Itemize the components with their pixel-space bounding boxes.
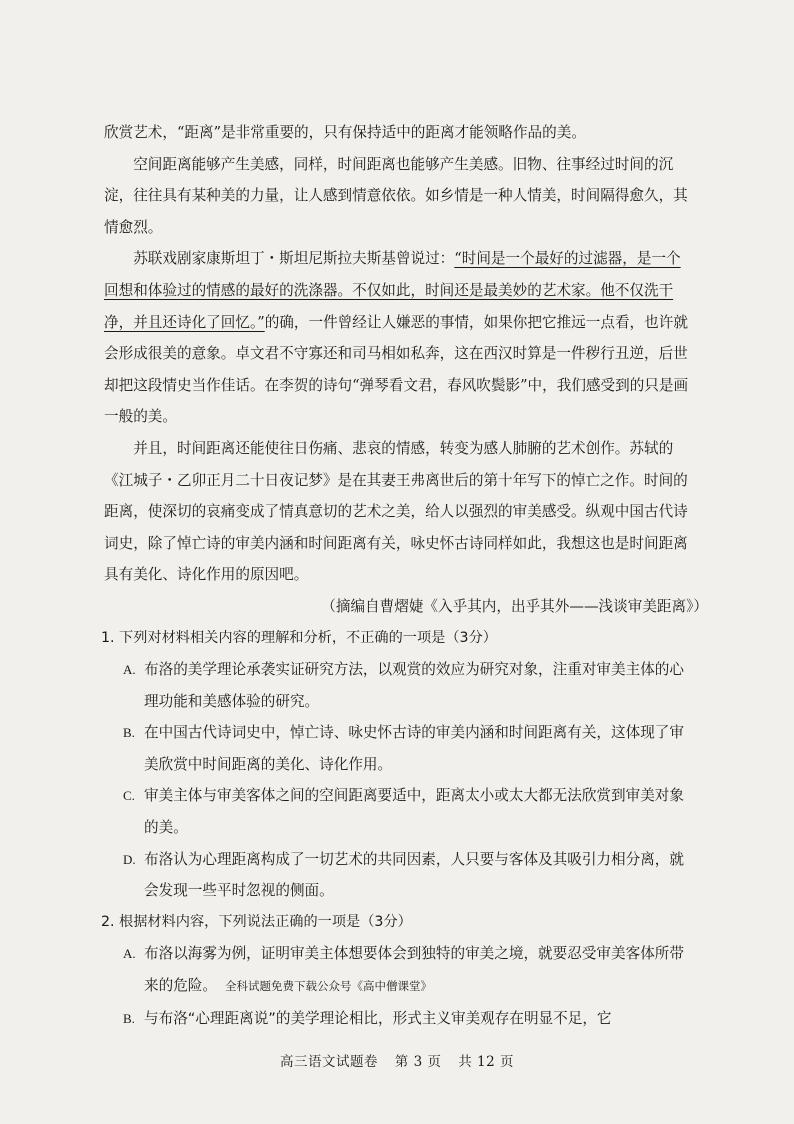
passage-paragraph-3-end: 的确，一件曾经让人嫌恶的事情，如果你把它推远一点看，也许就会形成很美的意象。卓文君不守寡还和司马相如私奔，这在西汉时算是一件秽行丑逆，后世却把这段情史当作佳话。在李贺的诗句“弹琴看文君，春风吹鬓影”中，我们感受到的只是画一般的美。 <box>104 313 689 426</box>
question-2-stem: 2. 根据材料内容，下列说法正确的一项是（3分） <box>101 913 412 930</box>
option-text: 布洛的美学理论承袭实证研究方法，以观赏的效应为研究对象，注重对审美主体的心理功能和美感体验的研究。 <box>144 661 684 710</box>
option-letter: D. <box>123 851 136 867</box>
question-2-option-a <box>101 938 690 1002</box>
passage-paragraph-1: 欣赏艺术，“距离”是非常重要的，只有保持适中的距离才能领略作品的美。 <box>104 124 586 141</box>
passage-paragraph-3-start: 苏联戏剧家康斯坦丁・斯坦尼斯拉夫斯基曾说过： <box>133 250 455 268</box>
option-letter: C. <box>123 788 135 804</box>
question-1-option-d <box>101 844 690 907</box>
watermark-text: 全科试题免费下载公众号《高中僧课堂》 <box>224 979 432 994</box>
footer-exam-title: 高三语文试题卷 <box>279 1054 378 1070</box>
question-1-option-b <box>101 717 690 780</box>
passage-source: （摘编自曹熠婕《入乎其内，出乎其外——浅谈审美距离》） <box>321 597 708 615</box>
option-text: 审美主体与审美客体之间的空间距离要适中，距离太小或太大都无法欣赏到审美对象的美。 <box>144 787 684 837</box>
option-text: 布洛认为心理距离构成了一切艺术的共同因素，人只要与客体及其吸引力相分离，就会发现一些平时忽视的侧面。 <box>144 850 684 900</box>
footer-total-pages: 共 12 页 <box>458 1054 515 1070</box>
passage-paragraph-4: 并且，时间距离还能使往日伤痛、悲哀的情感，转变为感人肺腑的艺术创作。苏轼的《江城子・乙卯正月二十日夜记梦》是在其妻王弗离世后的第十年写下的悼亡之作。时间的距离，使深切的哀痛变成了情真意切的艺术之美，给人以强烈的审美感受。纵观中国古代诗词史，除了悼亡诗的审美内涵和时间距离有关，咏史怀古诗同样如此，我想这也是时间距离具有美化、诗化作用的原因吧。 <box>104 439 688 584</box>
option-text: 在中国古代诗词史中，悼亡诗、咏史怀古诗的审美内涵和时间距离有关，这体现了审美欣赏中时间距离的美化、诗化作用。 <box>144 724 684 773</box>
option-letter: B. <box>123 725 135 741</box>
passage-paragraph-3 <box>104 243 690 433</box>
option-letter: A. <box>123 946 136 962</box>
option-text: 布洛以海雾为例，证明审美主体想要体会到独特的审美之境，就要忍受审美客体所带来的危险。 <box>144 945 684 995</box>
passage-paragraph-2: 空间距离能够产生美感，同样，时间距离也能够产生美感。旧物、往事经过时间的沉淀，往往具有某种美的力量，让人感到情意依依。如乡情是一种人情美，时间隔得愈久，其情愈烈。 <box>104 155 688 236</box>
underlined-quote: “时间是一个最好的过滤器，是一个回想和体验过的情感的最好的洗涤器。不仅如此，时间还是最美妙的艺术家。他不仅洗干净，并且还诗化了回忆。” <box>104 250 681 331</box>
option-text: 与布洛“心理距离说”的美学理论相比，形式主义审美观存在明显不足，它 <box>144 1009 612 1027</box>
document-body <box>101 117 708 1034</box>
question-1-stem: 1. 下列对材料相关内容的理解和分析，不正确的一项是（3分） <box>101 629 497 646</box>
page-footer <box>0 1050 794 1070</box>
question-1-option-c <box>101 780 690 843</box>
option-letter: A. <box>123 662 136 678</box>
footer-page-number: 第 3 页 <box>394 1054 442 1070</box>
question-1-option-a <box>101 654 690 717</box>
question-2-option-b <box>101 1003 690 1035</box>
option-letter: B. <box>123 1010 135 1026</box>
